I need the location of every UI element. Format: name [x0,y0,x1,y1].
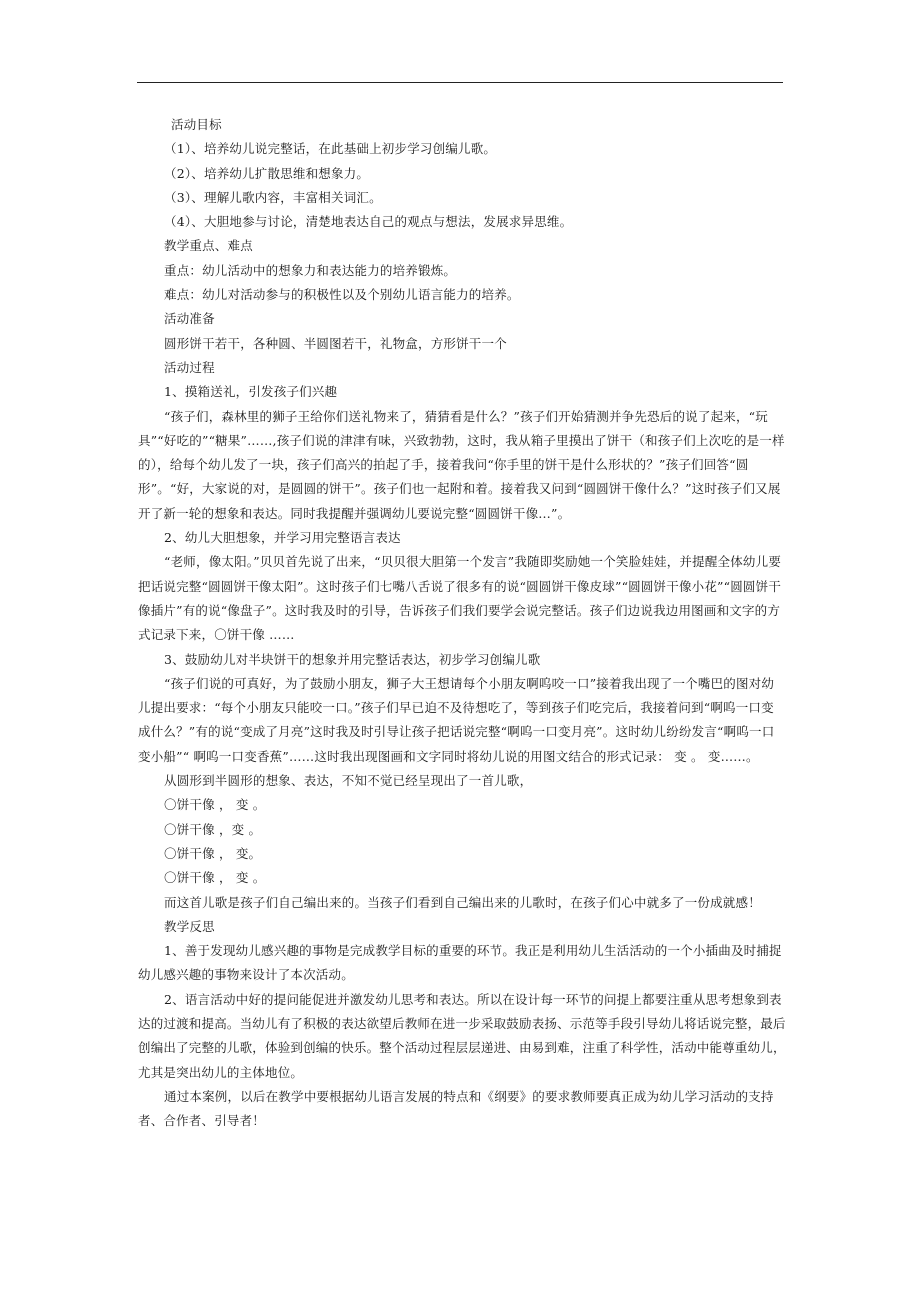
heading-key-points: 教学重点、难点 [164,238,253,254]
reflection-summary: 通过本案例，以后在教学中要根据幼儿语言发展的特点和《纲要》的要求教师要真正成为幼儿学习活动的支持者、合作者、引导者！ [138,1088,774,1129]
key-point: 重点：幼儿活动中的想象力和表达能力的培养锻炼。 [164,262,457,278]
heading-preparation: 活动准备 [164,311,215,327]
preparation-items: 圆形饼干若干，各种圆、半圆图若干，礼物盒，方形饼干一个 [164,335,507,351]
step-1-paragraph: “孩子们，森林里的狮子王给你们送礼物来了，猜猜看是什么？”孩子们开始猜测并争先恐后的说了起来，“玩具”“好吃的”“糖果”……,孩子们说的津津有味，兴致勃勃，这时，我从箱子里摸出了饼干（和孩子们上次吃的是一样的），给每个幼儿发了一块，孩子们高兴的拍起了手，接着我问“你手里的饼干是什么形状的？”孩子们回答“圆形”。“好，大家说的对，是圆圆的饼干”。孩子们也一起附和着。接着我又问到“圆圆饼干像什么？”这时孩子们又展开了新一轮的想象和表达。同时我提醒并强调幼儿要说完整“圆圆饼干像…”。 [138,408,785,521]
poem-conclusion: 而这首儿歌是孩子们自己编出来的。当孩子们看到自己编出来的儿歌时，在孩子们心中就多了一份成就感！ [164,894,761,910]
goal-1: （1）、培养幼儿说完整话，在此基础上初步学习创编儿歌。 [164,141,497,157]
difficult-point: 难点：幼儿对活动参与的积极性以及个别幼儿语言能力的培养。 [164,287,520,303]
reflection-1: 1、善于发现幼儿感兴趣的事物是完成教学目标的重要的环节。我正是利用幼儿生活活动的一个小插曲及时捕捉幼儿感兴趣的事物来设计了本次活动。 [138,943,782,983]
heading-reflection: 教学反思 [164,918,215,934]
poem-line-4: 〇饼干像 ， 变 。 [164,870,266,886]
step-3-title: 3、鼓励幼儿对半块饼干的想象并用完整话表达，初步学习创编儿歌 [164,651,541,667]
header-rule [137,82,783,83]
goal-3: （3）、理解儿歌内容，丰富相关词汇。 [164,189,382,205]
goal-2: （2）、培养幼儿扩散思维和想象力。 [164,165,370,181]
step-2-title: 2、幼儿大胆想象，并学习用完整语言表达 [164,530,401,546]
step-1-title: 1、摸箱送礼，引发孩子们兴趣 [164,384,338,400]
poem-line-1: 〇饼干像 ， 变 。 [164,797,266,813]
heading-goals: 活动目标 [171,117,222,132]
document-body [138,113,786,1133]
step-2-paragraph: “老师，像太阳。”贝贝首先说了出来，“贝贝很大胆第一个发言”我随即奖励她一个笑脸娃娃，并提醒全体幼儿要把话说完整“圆圆饼干像太阳”。这时孩子们七嘴八舌说了很多有的说“圆圆饼干像皮球”“圆圆饼干像小花”“圆圆饼干像插片”有的说“像盘子”。这时我及时的引导，告诉孩子们我们要学会说完整话。孩子们边说我边用图画和文字的方式记录下来，〇饼干像 …… [138,554,782,643]
step-3-paragraph: “孩子们说的可真好，为了鼓励小朋友，狮子大王想请每个小朋友啊呜咬一口”接着我出现了一个嘴巴的图对幼儿提出要求：“每个小朋友只能咬一口。”孩子们早已迫不及待想吃了，等到孩子们吃完后，我接着问到“啊呜一口变成什么？”有的说“变成了月亮”这时我及时引导让孩子把话说完整“啊呜一口变月亮”。这时幼儿纷纷发言“啊呜一口变小船”“ 啊呜一口变香蕉”……这时我出现图画和文字同时将幼儿说的用图文结合的形式记录： 变 。 变……。 [138,675,775,764]
poem-line-3: 〇饼干像 ， 变。 [164,845,262,861]
poem-intro: 从圆形到半圆形的想象、表达，不知不觉已经呈现出了一首儿歌， [164,773,533,789]
heading-process: 活动过程 [164,359,215,375]
poem-line-2: 〇饼干像 ，变 。 [164,821,262,837]
reflection-2: 2、语言活动中好的提问能促进并激发幼儿思考和表达。所以在设计每一环节的问提上都要注重从思考想象到表达的过渡和提高。当幼儿有了积极的表达欲望后教师在进一步采取鼓励表扬、示范等手段引导幼儿将话说完整，最后创编出了完整的儿歌，体验到创编的快乐。整个活动过程层层递进、由易到难，注重了科学性，活动中能尊重幼儿，尤其是突出幼儿的主体地位。 [138,991,786,1080]
goal-4: （4）、大胆地参与讨论，清楚地表达自己的观点与想法，发展求异思维。 [164,214,573,230]
